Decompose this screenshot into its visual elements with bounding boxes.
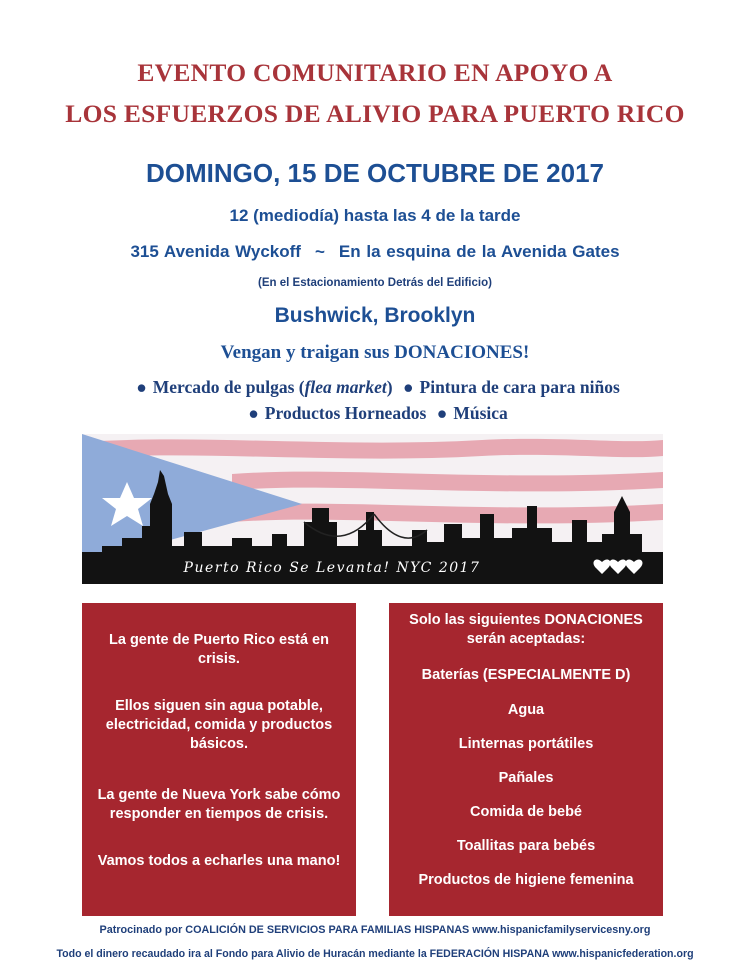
bullet-icon: ● [248, 403, 259, 423]
donation-item: Pañales [498, 770, 554, 786]
banner-caption: Puerto Rico Se Levanta! NYC 2017 [183, 560, 481, 576]
bullet-icon: ● [436, 403, 448, 423]
activities-row-1 [0, 377, 750, 398]
funds-line: Todo el dinero recaudado ira al Fondo para Alivio de Huracán mediante la FEDERACIÓN HISPANA www.hispanicfederation.org [56, 948, 694, 960]
address-separator: ~ [314, 242, 325, 261]
crisis-paragraph-3: La gente de Nueva York sabe cómo responder en tiempos de crisis. [97, 787, 341, 822]
sponsor-line: Patrocinado por COALICIÓN DE SERVICIOS PARA FAMILIAS HISPANAS www.hispanicfamilyservicesny.org [99, 924, 651, 936]
activities-row-2 [0, 403, 750, 424]
donation-item: Baterías (ESPECIALMENTE D) [421, 667, 631, 683]
event-address [0, 242, 750, 262]
bullet-icon: ● [402, 377, 414, 397]
address-corner: En la esquina de la Avenida Gates [338, 242, 620, 261]
flyer-title-line2: LOS ESFUERZOS DE ALIVIO PARA PUERTO RICO [65, 99, 685, 128]
crisis-paragraph-4: Vamos todos a echarles una mano! [97, 853, 341, 869]
activity-baked-goods: Productos Horneados [264, 403, 427, 423]
donations-header: Solo las siguientes DONACIONES serán aceptadas: [409, 612, 643, 647]
event-borough: Bushwick, Brooklyn [274, 304, 476, 327]
donation-item: Linternas portátiles [458, 736, 594, 752]
donation-item: Agua [507, 702, 545, 718]
activity-flea-market: Mercado de pulgas (flea market) [152, 377, 393, 397]
bullet-icon: ● [136, 377, 147, 397]
donation-item: Toallitas para bebés [456, 838, 596, 854]
activity-music: Música [453, 403, 508, 423]
crisis-paragraph-1: La gente de Puerto Rico está en crisis. [109, 632, 329, 667]
crisis-paragraph-2: Ellos siguen sin agua potable, electricidad, comida y productos básicos. [105, 698, 333, 752]
donation-item: Comida de bebé [470, 804, 582, 820]
crisis-message-box [82, 603, 356, 916]
accepted-donations-box [389, 603, 663, 916]
donation-item: Productos de higiene femenina [418, 872, 634, 888]
parking-note: (En el Estacionamiento Detrás del Edificio) [258, 277, 492, 289]
flyer-title-line1: EVENTO COMUNITARIO EN APOYO A [137, 58, 613, 87]
donation-call: Vengan y traigan sus DONACIONES! [220, 342, 530, 363]
activity-face-painting: Pintura de cara para niños [419, 377, 620, 397]
puerto-rico-skyline-banner [82, 434, 663, 584]
address-street: 315 Avenida Wyckoff [130, 242, 301, 261]
event-date: DOMINGO, 15 DE OCTUBRE DE 2017 [146, 158, 604, 188]
event-time: 12 (mediodía) hasta las 4 de la tarde [229, 206, 521, 225]
